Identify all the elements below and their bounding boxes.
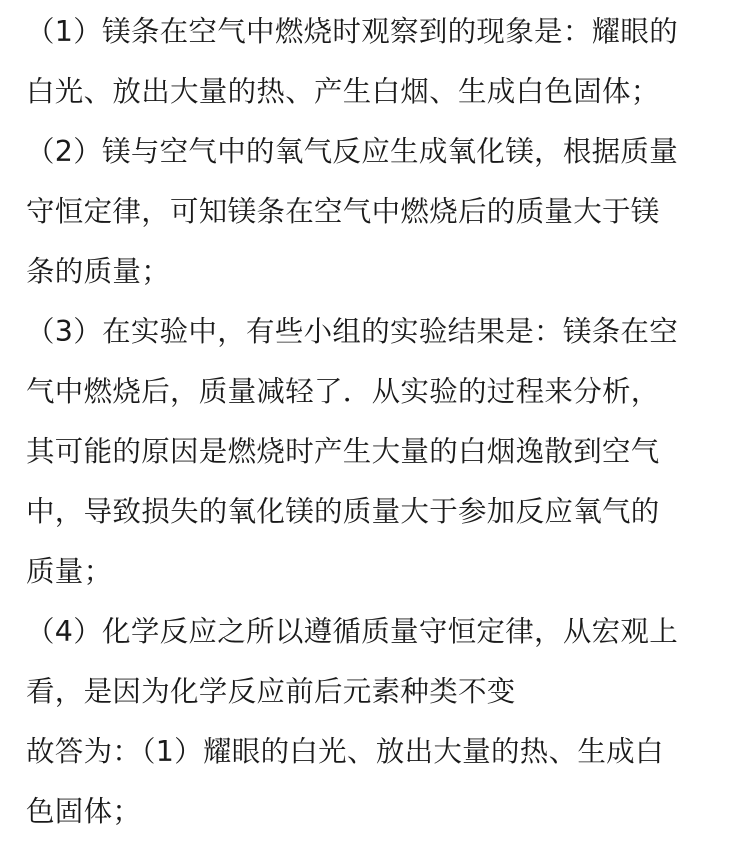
text-line-5: 条的质量； bbox=[26, 255, 171, 288]
text-line-7: 气中燃烧后，质量减轻了．从实验的过程来分析， bbox=[26, 375, 660, 408]
text-line-10: 质量； bbox=[26, 555, 113, 588]
text-line-3: （2）镁与空气中的氧气反应生成氧化镁，根据质量 bbox=[26, 135, 679, 168]
text-line-8: 其可能的原因是燃烧时产生大量的白烟逸散到空气 bbox=[26, 435, 660, 468]
text-line-13: 故答为：（1）耀眼的白光、放出大量的热、生成白 bbox=[26, 735, 664, 768]
text-line-12: 看，是因为化学反应前后元素种类不变 bbox=[26, 675, 516, 708]
text-line-9: 中，导致损失的氧化镁的质量大于参加反应氧气的 bbox=[26, 495, 660, 528]
text-line-11: （4）化学反应之所以遵循质量守恒定律，从宏观上 bbox=[26, 615, 679, 648]
text-line-1: （1）镁条在空气中燃烧时观察到的现象是：耀眼的 bbox=[26, 15, 679, 48]
text-line-2: 白光、放出大量的热、产生白烟、生成白色固体； bbox=[26, 75, 660, 108]
text-line-6: （3）在实验中，有些小组的实验结果是：镁条在空 bbox=[26, 315, 679, 348]
text-line-14: 色固体； bbox=[26, 795, 142, 828]
text-line-4: 守恒定律，可知镁条在空气中燃烧后的质量大于镁 bbox=[26, 195, 660, 228]
